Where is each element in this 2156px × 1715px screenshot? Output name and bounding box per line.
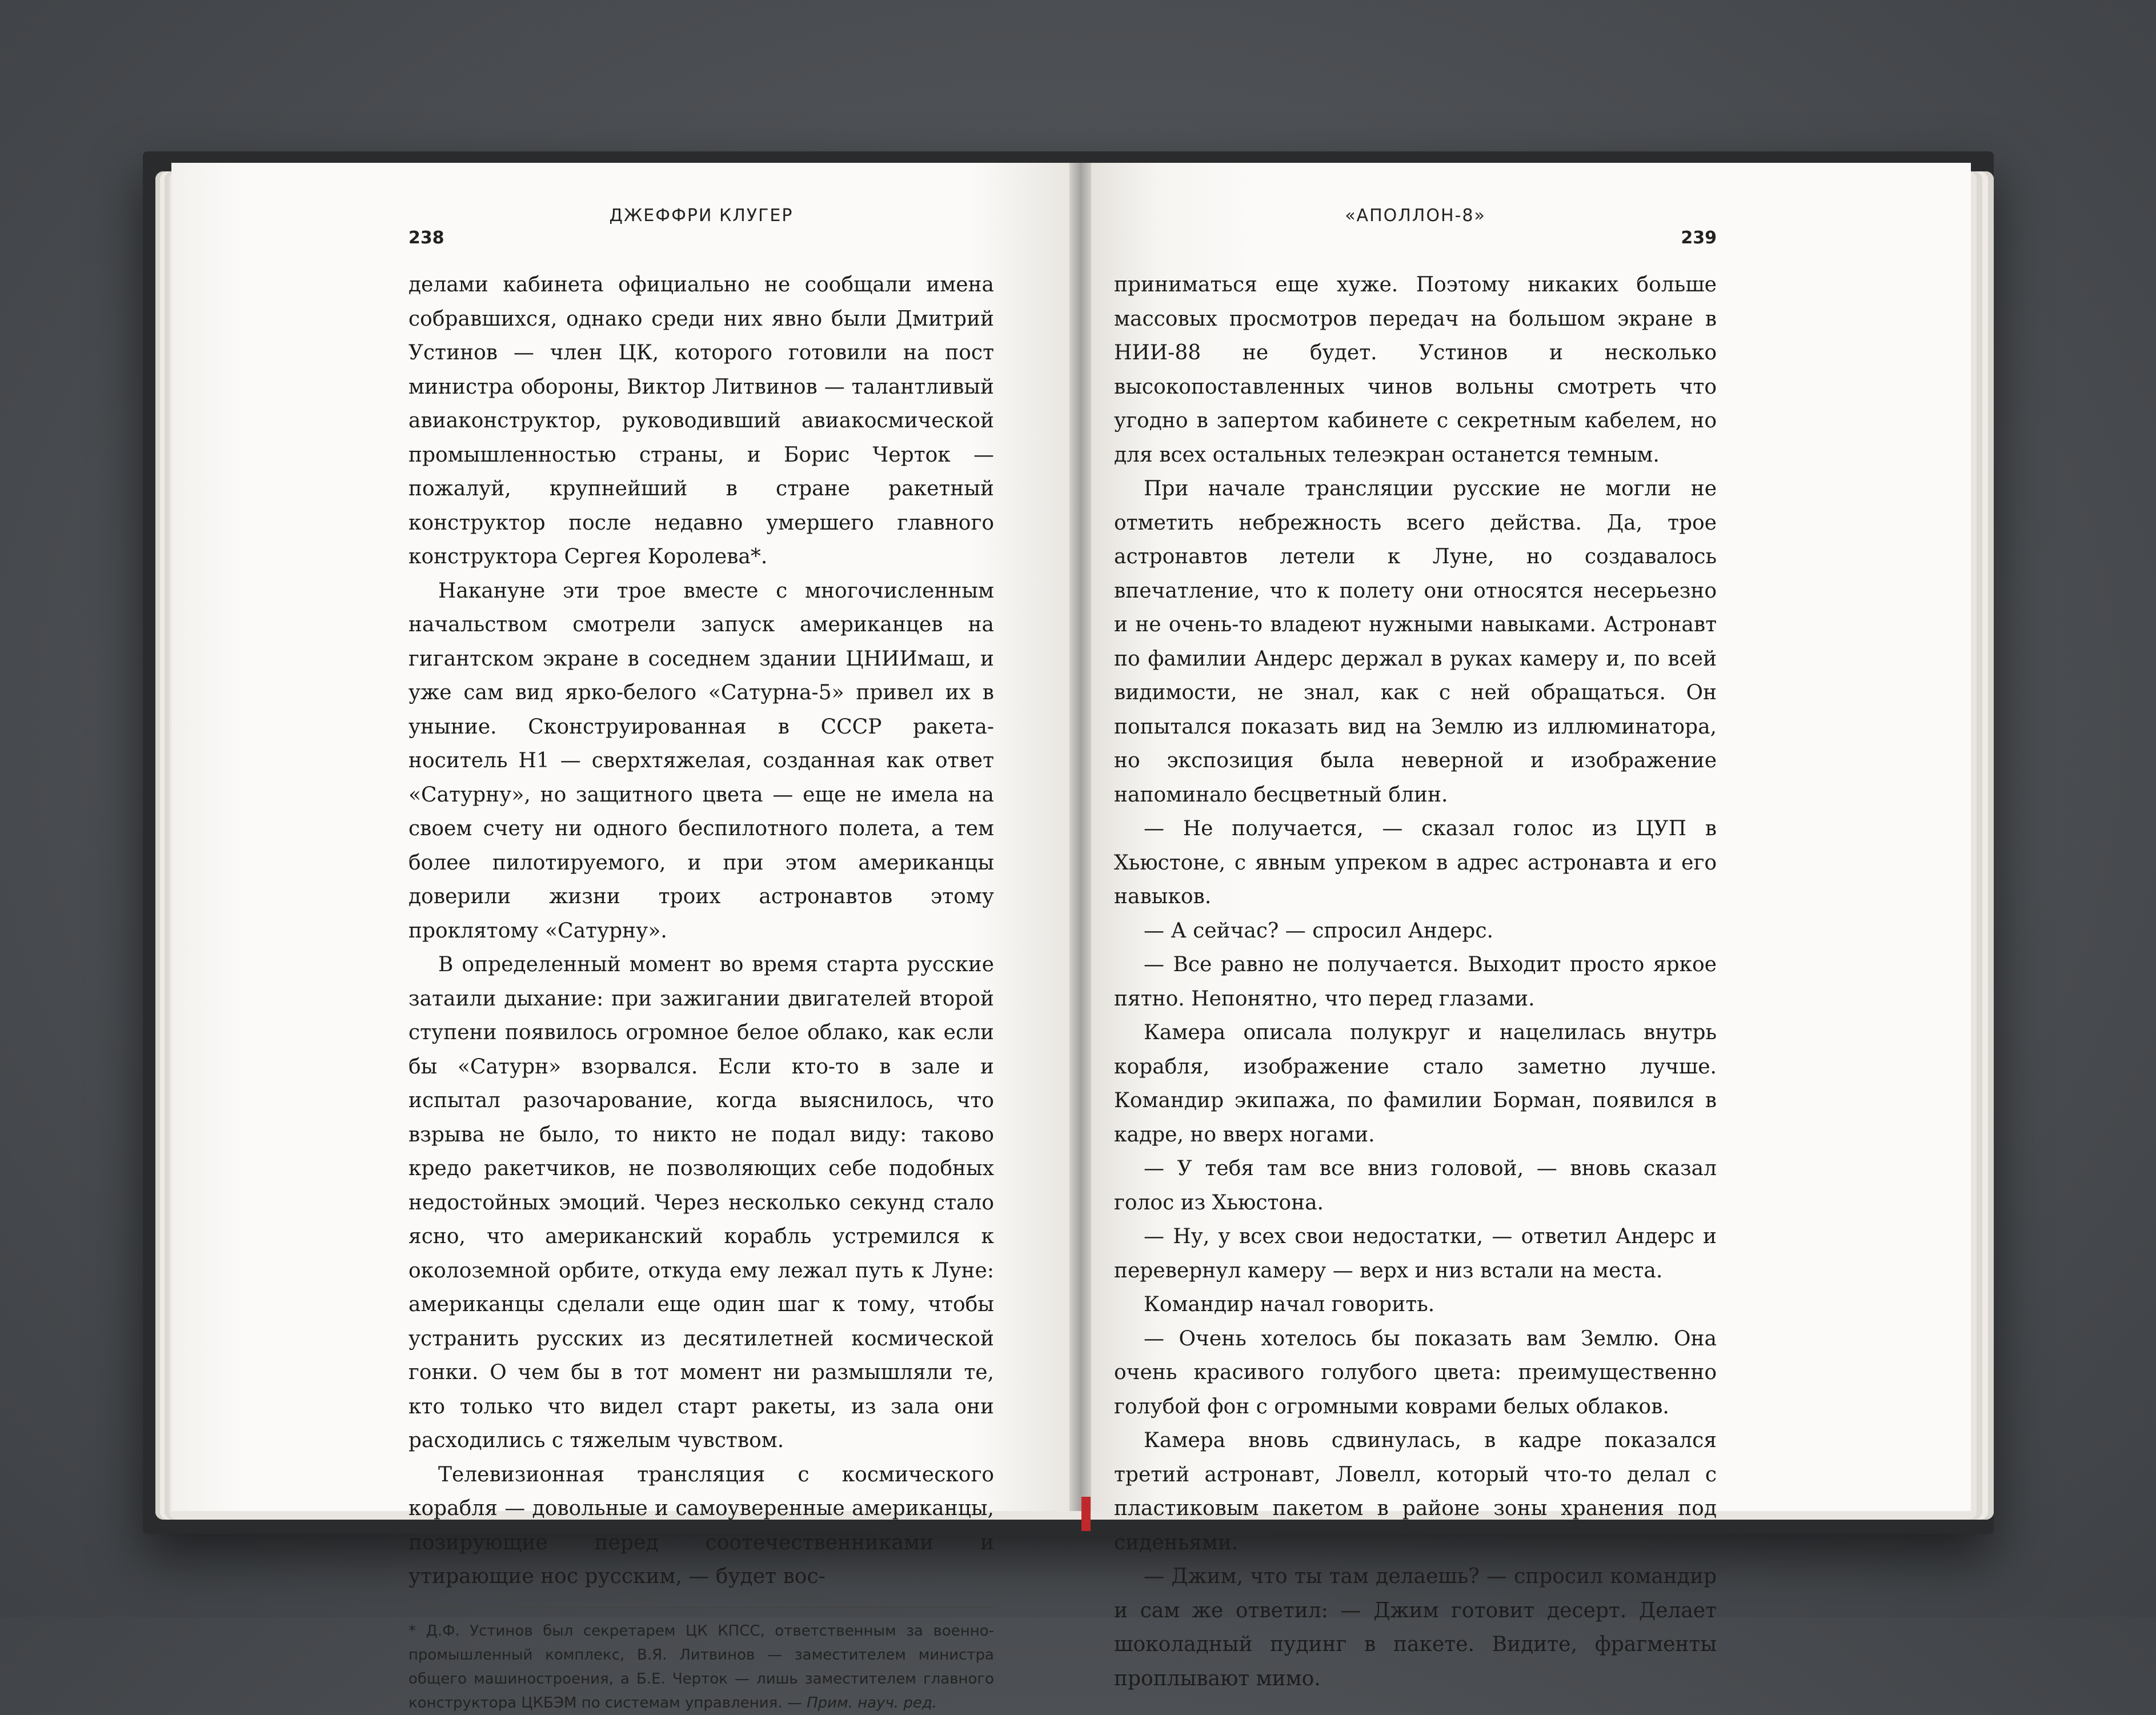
paragraph: — Джим, что ты там делаешь? — спросил командир и сам же ответил: — Джим готовит десерт. Делает шоколадный пудинг в пакете. Видите, фрагменты проплывают мимо. [1114,1565,1717,1690]
right-page-text [1114,268,1717,1696]
paragraph: — У тебя там все вниз головой, — вновь сказал голос из Хьюстона. [1114,1157,1717,1215]
paragraph: При начале трансляции русские не могли не отметить небрежность всего действа. Да, трое астронавтов летели к Луне, но создавалось впечатление, что к полету они относятся несерьезно и не очень-то владеют нужными навыками. Астронавт по фамилии Андерс держал в руках камеру и, по всей видимости, не знал, как с ней обращаться. Он попытался показать вид на Землю из иллюминатора, но экспозиция была неверной и изображение напоминало бесцветный блин. [1114,477,1717,807]
right-page [1080,163,1971,1690]
paragraph: — Не получается, — сказал голос из ЦУП в Хьюстоне, с явным упреком в адрес астронавта и его навыков. [1114,817,1717,908]
paragraph: — Ну, у всех свои недостатки, — ответил Андерс и перевернул камеру — верх и низ встали на места. [1114,1225,1717,1283]
paragraph: делами кабинета официально не сообщали имена собравшихся, однако среди них явно были Дмитрий Устинов — член ЦК, которого готовили на пост министра обороны, Виктор Литвинов — талантливый авиаконструктор, руководивший авиакосмической промышленностью страны, и Борис Черток — пожалуй, крупнейший в стране ракетный конструктор после недавно умершего главного конструктора Сергея Королева*. [408,273,994,568]
paragraph: приниматься еще хуже. Поэтому никаких больше массовых просмотров передач на большом экране в НИИ-88 не будет. Устинов и несколько высокопоставленных чинов вольны смотреть что угодно в запертом кабинете с секретным кабелем, но для всех остальных телеэкран останется темным. [1114,273,1717,467]
paragraph: Командир начал говорить. [1144,1293,1435,1316]
page-number-right: 239 [1681,228,1717,248]
paragraph: Телевизионная трансляция с космического корабля — довольные и самоуверенные американцы, позирующие перед соотечественниками и утирающие нос русским, — будет вос- [408,1462,994,1588]
bookmark-ribbon [1081,1497,1091,1531]
footnote-rule [408,1606,994,1608]
footnote-attribution: Прим. науч. ред. [807,1694,937,1712]
page-number-left: 238 [408,228,444,248]
book-gutter [1069,163,1091,1511]
running-head-right: «АПОЛЛОН-8» [1345,206,1486,226]
footnote [408,1619,994,1715]
running-head-left: ДЖЕФФРИ КЛУГЕР [609,206,794,226]
paragraph: — А сейчас? — спросил Андерс. [1144,919,1493,943]
paragraph: Накануне эти трое вместе с многочисленным начальством смотрели запуск американцев на гигантском экране в соседнем здании ЦНИИмаш, и уже сам вид ярко-белого «Сатурна-5» привел их в уныние. Сконструированная в СССР ракета-носитель Н1 — сверхтяжелая, созданная как ответ «Сатурну», но защитного цвета — еще не имела на своем счету ни одного беспилотного полета, а тем более пилотируемого, и при этом американцы доверили жизни троих астронавтов этому проклятому «Сатурну». [408,579,994,943]
left-page-text [408,268,994,1594]
paragraph: — Очень хотелось бы показать вам Землю. Она очень красивого голубого цвета: преимущественно голубой фон с огромными коврами белых облаков. [1114,1327,1717,1419]
paragraph: — Все равно не получается. Выходит просто яркое пятно. Непонятно, что перед глазами. [1114,953,1717,1011]
paragraph: Камера вновь сдвинулась, в кадре показался третий астронавт, Ловелл, который что-то делал с пластиковым пакетом в районе зоны хранения под сиденьями. [1114,1429,1717,1554]
paragraph: В определенный момент во время старта русские затаили дыхание: при зажигании двигателей второй ступени появилось огромное белое облако, как если бы «Сатурн» взорвался. Если кто-то в зале и испытал разочарование, когда выяснилось, что взрыва не было, то никто не подал виду: таково кредо ракетчиков, не позволяющих себе подобных недостойных эмоций. Через несколько секунд стало ясно, что американский корабль устремился к околоземной орбите, откуда ему лежал путь к Луне: американцы сделали еще один шаг к тому, чтобы устранить русских из десятилетней космической гонки. О чем бы в тот момент ни размышляли те, кто только что видел старт ракеты, из зала они расходились с тяжелым чувством. [408,953,994,1452]
left-page [171,163,1080,1712]
paragraph: Камера описала полукруг и нацелилась внутрь корабля, изображение стало заметно лучше. Командир экипажа, по фамилии Борман, появился в кадре, но вверх ногами. [1114,1021,1717,1147]
footnote-text: * Д.Ф. Устинов был секретарем ЦК КПСС, ответственным за военно-промышленный комплекс, В.Я. Литвинов — заместителем министра общего машиностроения, а Б.Е. Черток — лишь заместителем главного конструктора ЦКБЭМ по системам управления. — [408,1622,994,1712]
